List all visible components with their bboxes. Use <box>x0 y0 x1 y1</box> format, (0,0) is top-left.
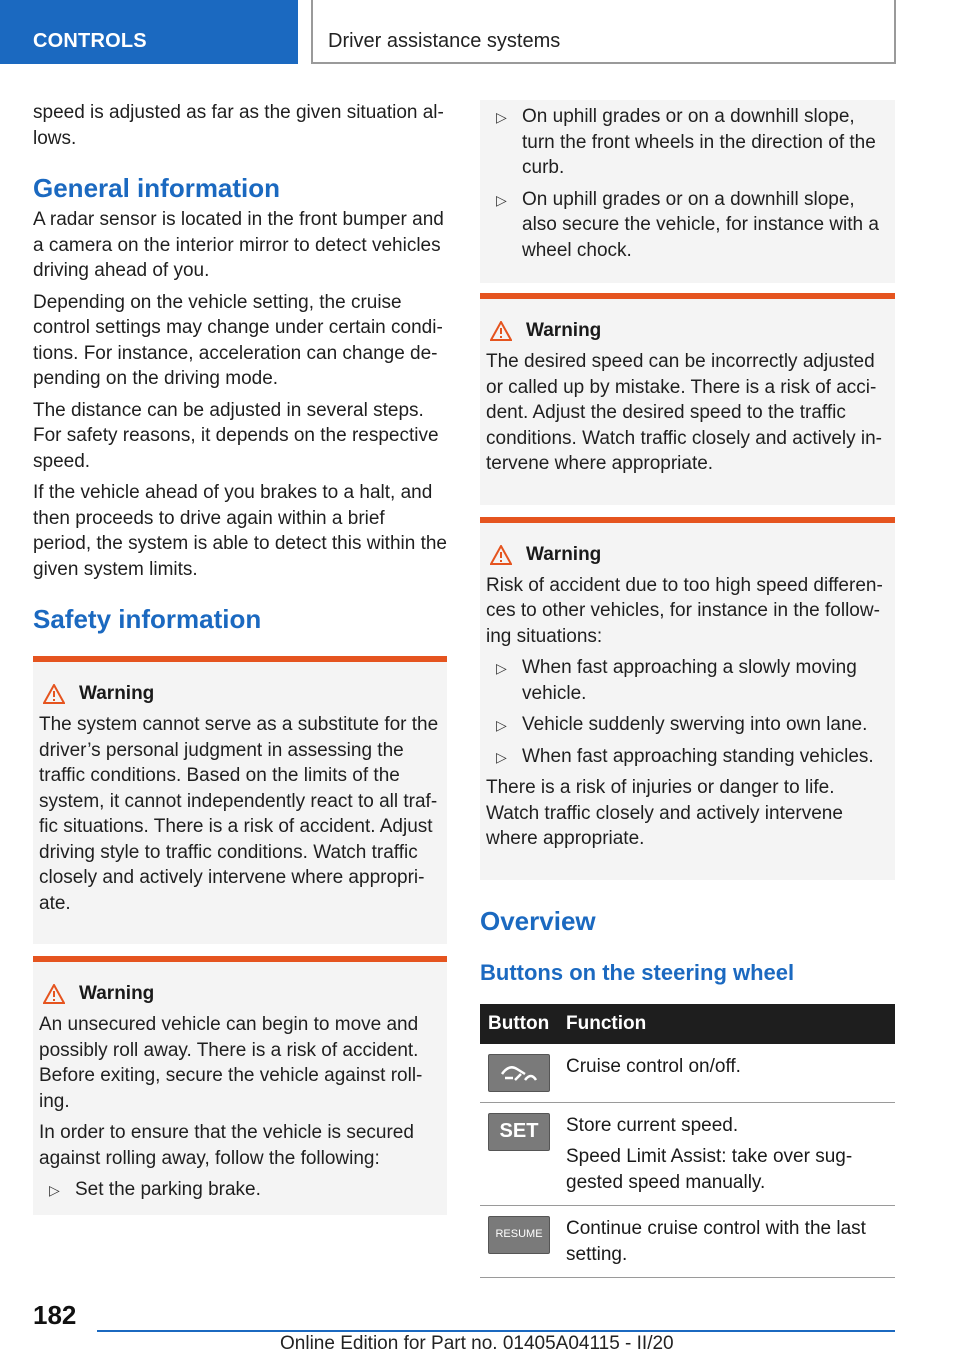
warning-triangle-icon <box>43 984 65 1004</box>
edition-text: Online Edition for Part no. 01405A04115 - II/20 <box>280 1333 674 1354</box>
general-paragraph-4: If the vehicle ahead of you brakes to a halt, and then proceeds to drive again within a brief period, the system is able to detect this within the given system limits. <box>33 482 447 580</box>
column-header-button: Button <box>480 1004 558 1044</box>
warning-continuation-box <box>480 100 895 283</box>
general-paragraph-3: The distance can be adjusted in several steps. For safety reasons, it depends on the respective speed. <box>33 399 439 472</box>
function-text: Speed Limit Assist: take over sug-gested speed manually. <box>566 1146 853 1193</box>
list-item: ▷ On uphill grades or on a downhill slope, also secure the vehicle, for instance with a wheel chock. <box>496 188 879 261</box>
list-item: ▷ When fast approaching standing vehicles. <box>486 744 889 770</box>
overview-heading: Overview <box>480 905 596 936</box>
safety-info-heading: Safety information <box>33 604 262 634</box>
warning-box-4 <box>480 517 895 880</box>
bullet-triangle-icon: ▷ <box>496 109 507 125</box>
column-header-function: Function <box>558 1004 895 1044</box>
warning-title: Warning <box>486 319 889 343</box>
buttons-table <box>480 1004 895 1279</box>
bullet-triangle-icon: ▷ <box>496 660 507 676</box>
section-tab <box>0 0 298 64</box>
warning-triangle-icon <box>490 321 512 341</box>
warning-text: An unsecured vehicle can begin to move and possibly roll away. There is a risk of accident. Before exiting, secure the vehicle against roll-ing. <box>39 1014 423 1112</box>
warning-box-3 <box>480 293 895 505</box>
function-text: Continue cruise control with the last setting. <box>566 1218 866 1265</box>
list-item: ▷ When fast approaching a slowly moving vehicle. <box>496 657 857 704</box>
warning-title: Warning <box>39 982 441 1006</box>
warning-triangle-icon <box>490 545 512 565</box>
bullet-triangle-icon: ▷ <box>496 191 507 208</box>
warning-triangle-icon <box>43 684 65 704</box>
page-number: 182 <box>33 1300 77 1330</box>
warning-text: The system cannot serve as a substitute for the driver’s personal judgment in assessing the traffic conditions. Based on the limits of the system, it cannot independently react to all traf-fic situations. There is a risk of accident. Adjust driving style to traffic conditions. Watch traffic closely and actively intervene where appropri-ate. <box>39 714 439 914</box>
list-item: ▷ Vehicle suddenly swerving into own lane. <box>486 712 889 738</box>
warning-text: In order to ensure that the vehicle is secured against rolling away, follow the following: <box>39 1122 414 1169</box>
bullet-list <box>39 1177 441 1203</box>
section-title: CONTROLS <box>33 30 147 52</box>
list-item: ▷ Set the parking brake. <box>39 1177 441 1203</box>
warning-text: Risk of accident due to too high speed differen-ces to other vehicles, for instance in the follow-ing situations: <box>486 574 883 647</box>
function-text: Cruise control on/off. <box>566 1055 741 1077</box>
warning-text: The desired speed can be incorrectly adjusted or called up by mistake. There is a risk of acci-dent. Adjust the desired speed to the traffic conditions. Watch traffic closely and actively in-tervene where appropriate. <box>486 351 883 474</box>
table-row <box>480 1044 895 1103</box>
warning-text: There is a risk of injuries or danger to life. Watch traffic closely and actively intervene where appropriate. <box>486 777 843 849</box>
bullet-list <box>486 655 889 769</box>
chapter-title: Driver assistance systems <box>328 30 561 52</box>
warning-box-1 <box>33 656 447 944</box>
general-paragraph-2: Depending on the vehicle setting, the cruise control settings may change under certain condi-tions. For instance, acceleration can change de-pending on the driving mode. <box>33 291 443 389</box>
right-column <box>480 100 895 1278</box>
bullet-list <box>486 104 889 263</box>
general-paragraph-1: A radar sensor is located in the front bumper and a camera on the interior mirror to detect vehicles driving ahead of you. <box>33 209 444 281</box>
warning-title: Warning <box>486 543 889 567</box>
bullet-triangle-icon: ▷ <box>49 1182 60 1198</box>
bullet-triangle-icon: ▷ <box>496 717 507 733</box>
set-button-icon: SET <box>488 1113 550 1151</box>
resume-button-icon: RESUME <box>488 1216 550 1254</box>
list-item: ▷ On uphill grades or on a downhill slope, turn the front wheels in the direction of the curb. <box>496 106 876 178</box>
table-row <box>480 1102 895 1206</box>
general-info-heading: General information <box>33 173 281 203</box>
warning-title: Warning <box>39 682 441 706</box>
intro-paragraph: speed is adjusted as far as the given situation al-lows. <box>33 102 444 149</box>
table-row <box>480 1206 895 1278</box>
table-header-row <box>480 1004 895 1044</box>
function-text: Store current speed. <box>566 1114 739 1136</box>
left-column <box>33 100 447 1215</box>
steering-buttons-heading: Buttons on the steering wheel <box>480 959 795 985</box>
chapter-header <box>311 0 896 64</box>
footer-divider <box>97 1330 895 1332</box>
cruise-control-icon <box>488 1054 550 1092</box>
bullet-triangle-icon: ▷ <box>496 748 507 765</box>
warning-box-2 <box>33 956 447 1215</box>
